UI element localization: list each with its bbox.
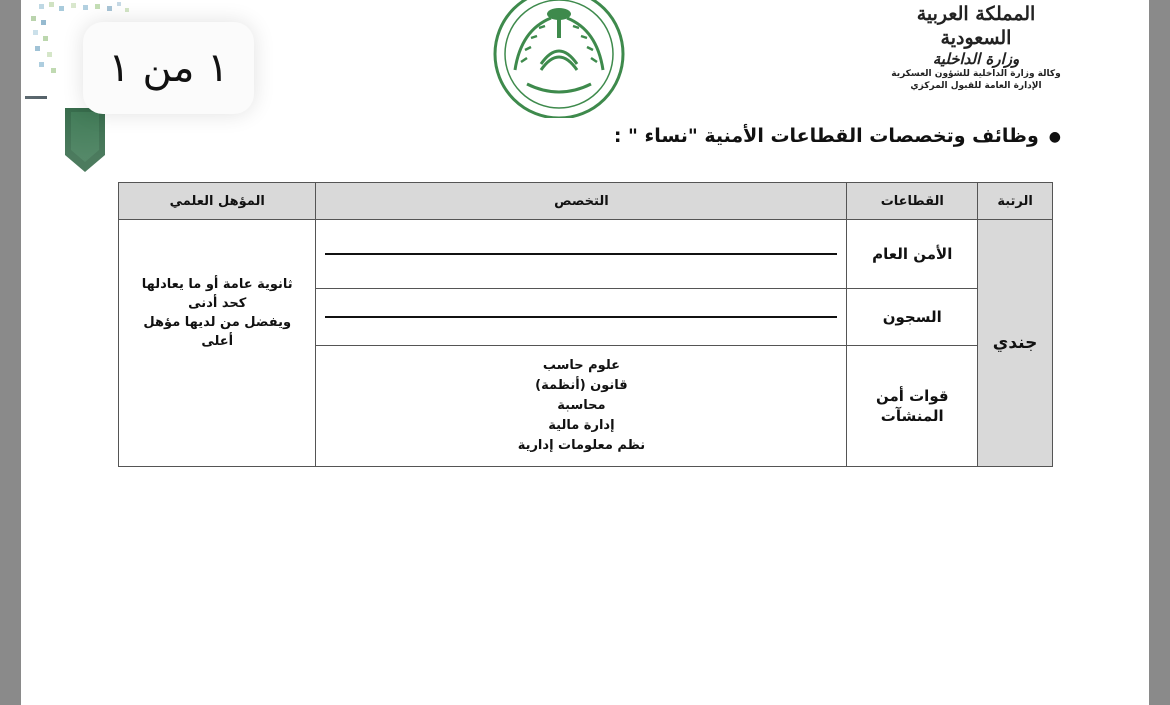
specialization-cell	[316, 289, 847, 346]
kingdom-name: المملكة العربية السعودية	[916, 3, 1036, 49]
blank-line	[325, 316, 837, 318]
specialization-cell	[316, 346, 847, 467]
header-qualification: المؤهل العلمي	[119, 183, 316, 220]
header-specialization: التخصص	[316, 183, 847, 220]
header-rank: الرتبة	[978, 183, 1053, 220]
qualification-line: كحد أدنى	[188, 296, 247, 311]
specialization-item: إدارة مالية	[548, 418, 615, 433]
table-row	[119, 220, 1053, 289]
header-sectors: القطاعات	[847, 183, 978, 220]
ministry-emblem-icon	[491, 0, 627, 118]
ministry-header	[881, 2, 1071, 92]
qualification-line: ثانوية عامة أو ما يعادلها	[141, 277, 293, 292]
page-counter: ١ من ١	[83, 22, 254, 114]
ministry-name: وزارة الداخلية	[932, 50, 1020, 68]
specialization-item: قانون (أنظمة)	[535, 378, 628, 393]
qualification-cell	[119, 220, 316, 467]
sector-cell: قوات أمن المنشآت	[847, 346, 978, 467]
rank-cell: جندي	[978, 220, 1053, 467]
specialization-item: نظم معلومات إدارية	[517, 438, 646, 453]
department-name: الإدارة العامة للقبول المركزي	[910, 81, 1042, 91]
section-heading-text: وظائف وتخصصات القطاعات الأمنية "نساء " :	[613, 125, 1039, 147]
jobs-table	[118, 182, 1053, 467]
qualification-line: أعلى	[201, 334, 234, 349]
specialization-cell	[316, 220, 847, 289]
agency-name: وكالة وزارة الداخلية للشؤون العسكرية	[891, 69, 1061, 79]
table-header-row	[119, 183, 1053, 220]
sector-cell: الأمن العام	[847, 220, 978, 289]
specialization-item: علوم حاسب	[542, 358, 621, 373]
section-heading	[561, 125, 1061, 147]
qualification-line: ويفضل من لديها مؤهل	[143, 315, 292, 330]
blank-line	[325, 253, 837, 255]
bullet-icon: ●	[1048, 128, 1061, 145]
sector-cell: السجون	[847, 289, 978, 346]
specialization-item: محاسبة	[557, 398, 606, 413]
